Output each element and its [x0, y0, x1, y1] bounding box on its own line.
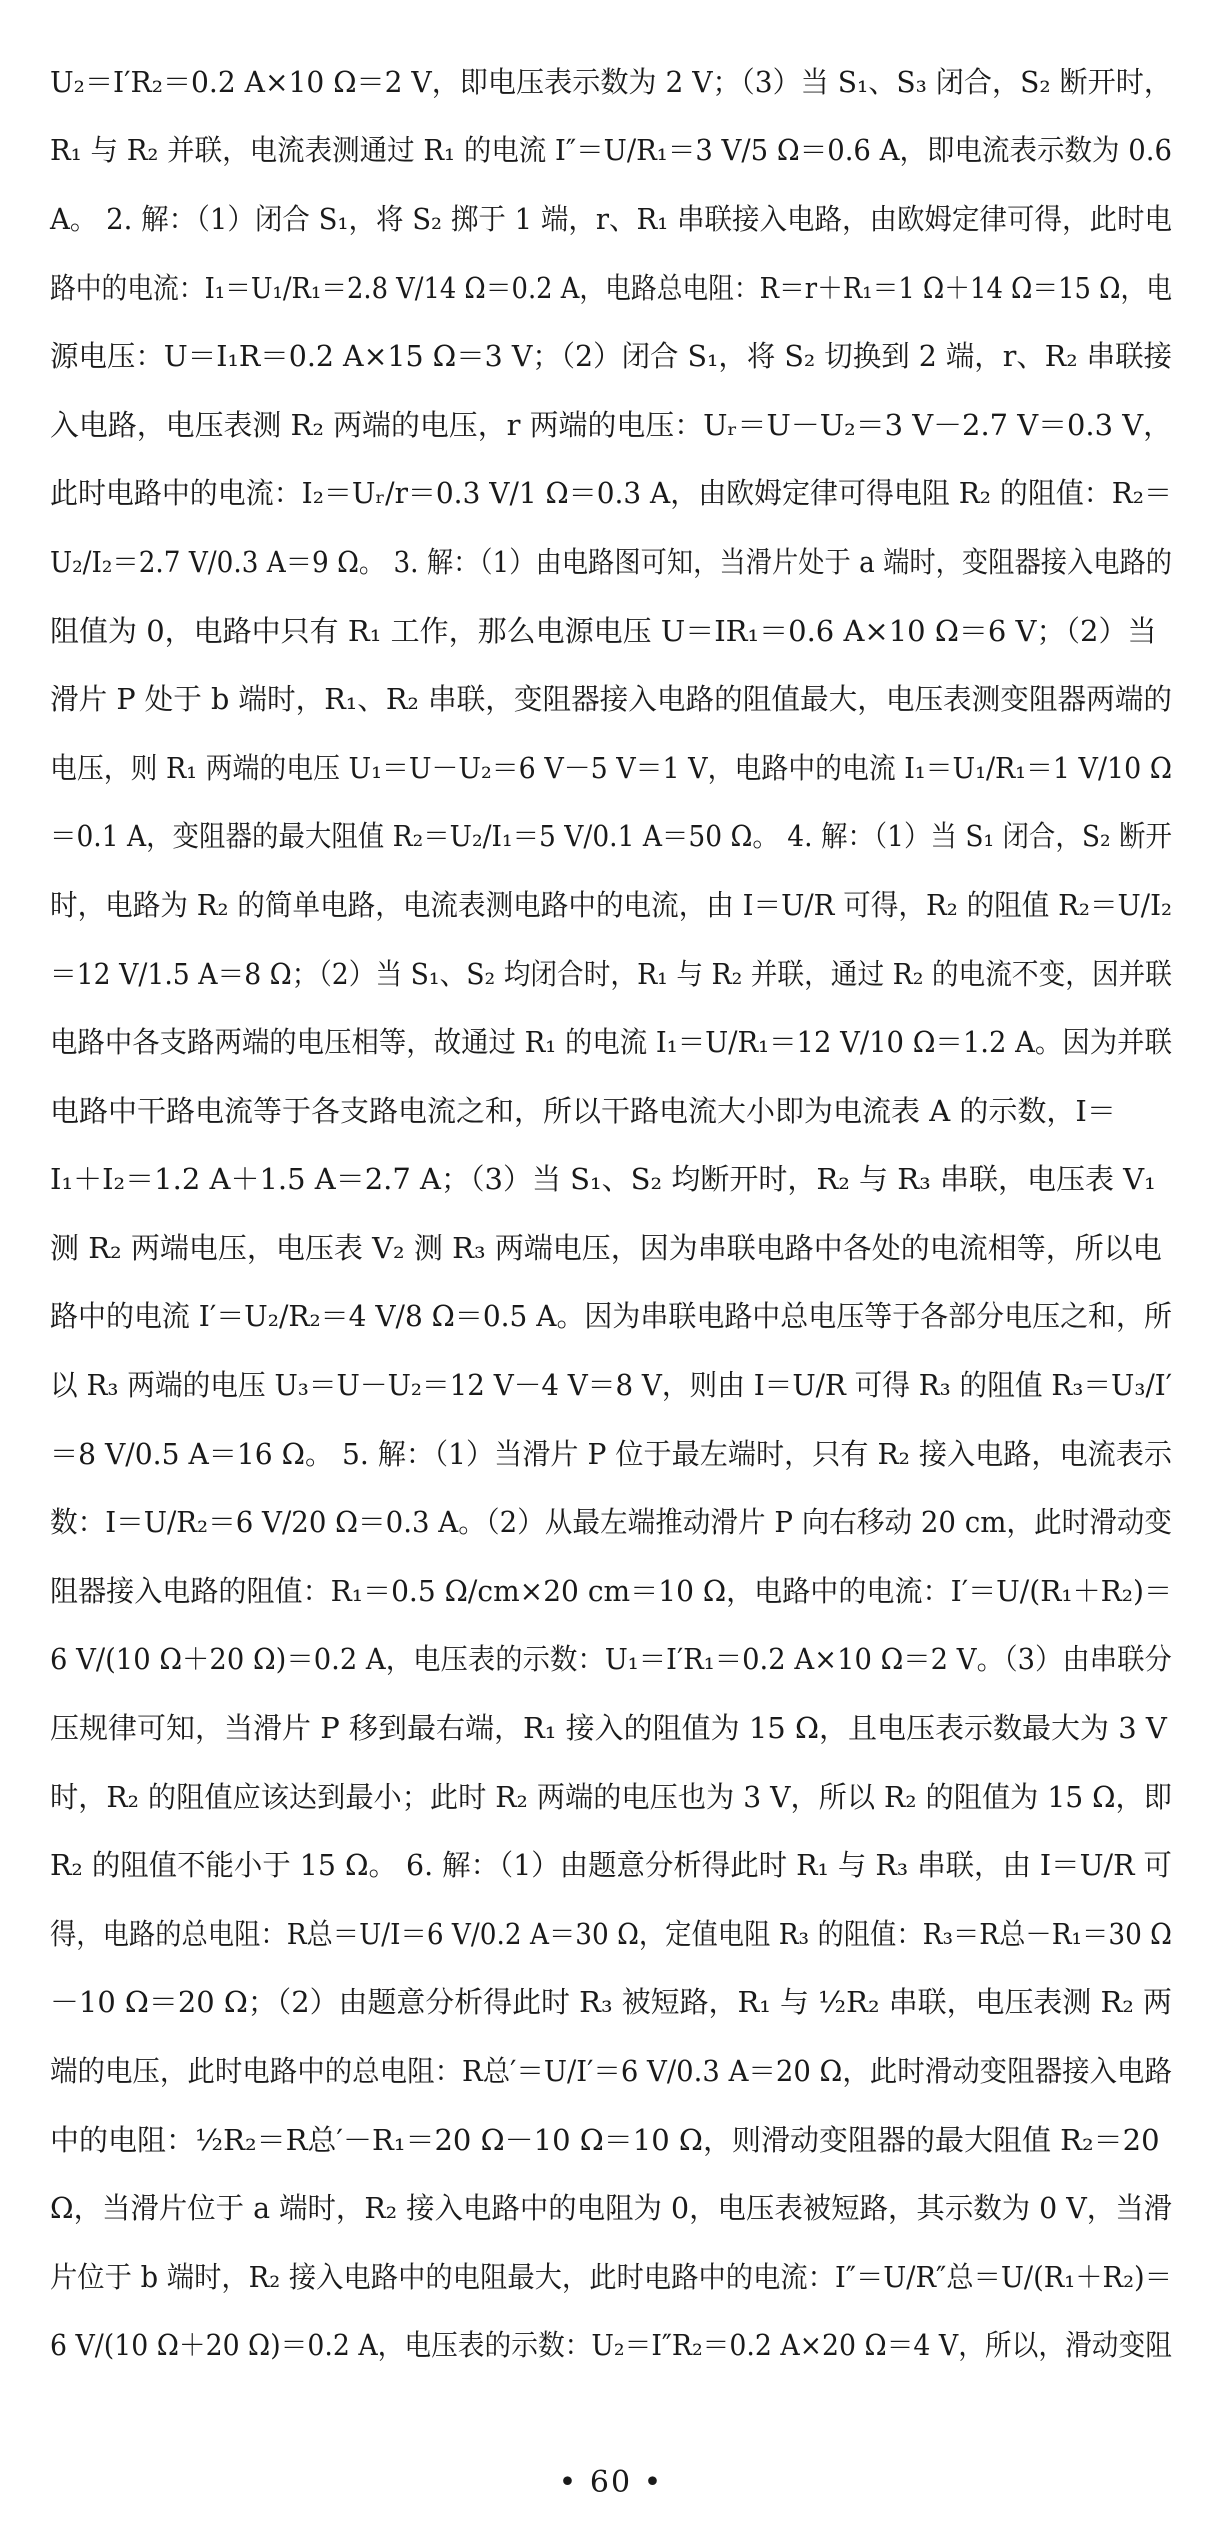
text-line-content: R₁ 与 R₂ 并联，电流表测通过 R₁ 的电流 I″＝U/R₁＝3 V/5 Ω＝0.6 A，即电流表示数为 0.6 [50, 133, 1172, 168]
text-line-content: 以 R₃ 两端的电压 U₃＝U－U₂＝12 V－4 V＝8 V，则由 I＝U/R 可得 R₃ 的阻值 R₃＝U₃/I′ [50, 1368, 1173, 1403]
text-line-content: R₂ 的阻值不能小于 15 Ω。 6. 解：（1）由题意分析得此时 R₁ 与 R₃ 串联，由 I＝U/R 可 [50, 1848, 1172, 1883]
text-line-content: 路中的电流：I₁＝U₁/R₁＝2.8 V/14 Ω＝0.2 A，电路总电阻：R＝r＋R₁＝1 Ω＋14 Ω＝15 Ω，电 [50, 270, 1172, 305]
text-line-content: 中的电阻：½R₂＝R总′－R₁＝20 Ω－10 Ω＝10 Ω，则滑动变阻器的最大阻值 R₂＝20 [50, 2122, 1160, 2157]
text-line [50, 1075, 1172, 1144]
text-line [50, 1761, 1172, 1830]
text-line [50, 732, 1172, 801]
text-line [50, 389, 1172, 458]
text-line-content: 阻值为 0，电路中只有 R₁ 工作，那么电源电压 U＝IR₁＝0.6 A×10 Ω＝6 V；（2）当 [50, 613, 1157, 648]
text-line [50, 938, 1172, 1007]
text-line-content: 电路中各支路两端的电压相等，故通过 R₁ 的电流 I₁＝U/R₁＝12 V/10 Ω＝1.2 A。因为并联 [50, 1025, 1172, 1060]
text-line [50, 1212, 1172, 1281]
text-line [50, 869, 1172, 938]
text-line-content: U₂＝I′R₂＝0.2 A×10 Ω＝2 V，即电压表示数为 2 V；（3）当 S₁、S₃ 闭合，S₂ 断开时， [50, 64, 1172, 99]
text-line [50, 663, 1172, 732]
text-line [50, 1349, 1172, 1418]
text-line [50, 46, 1172, 115]
text-line [50, 801, 1172, 870]
text-line-content: 滑片 P 处于 b 端时，R₁、R₂ 串联，变阻器接入电路的阻值最大，电压表测变阻器两端的 [50, 682, 1172, 717]
text-line [50, 1486, 1172, 1555]
text-line [50, 183, 1172, 252]
text-line-content: 时，电路为 R₂ 的简单电路，电流表测电路中的电流，由 I＝U/R 可得，R₂ 的阻值 R₂＝U/I₂ [50, 887, 1173, 922]
solution-text [50, 46, 1172, 2378]
text-line [50, 458, 1172, 527]
text-line-content: U₂/I₂＝2.7 V/0.3 A＝9 Ω。 3. 解：（1）由电路图可知，当滑片处于 a 端时，变阻器接入电路的 [50, 544, 1173, 579]
text-line [50, 1006, 1172, 1075]
text-line-content: 此时电路中的电流：I₂＝Uᵣ/r＝0.3 V/1 Ω＝0.3 A，由欧姆定律可得电阻 R₂ 的阻值：R₂＝ [50, 476, 1172, 511]
text-line [50, 1624, 1172, 1693]
text-line-content: A。 2. 解：（1）闭合 S₁，将 S₂ 掷于 1 端，r、R₁ 串联接入电路，由欧姆定律可得，此时电 [50, 201, 1173, 236]
text-line [50, 1829, 1172, 1898]
page-number: • 60 • [558, 2465, 664, 2500]
text-line-content: 6 V/(10 Ω＋20 Ω)＝0.2 A，电压表的示数：U₂＝I″R₂＝0.2 A×20 Ω＝4 V，所以，滑动变阻 [50, 2328, 1172, 2363]
text-line-content: Ω，当滑片位于 a 端时，R₂ 接入电路中的电阻为 0，电压表被短路，其示数为 0 V，当滑 [50, 2191, 1173, 2226]
text-line-content: 电路中干路电流等于各支路电流之和，所以干路电流大小即为电流表 A 的示数，I＝ [50, 1093, 1116, 1128]
text-line [50, 2104, 1172, 2173]
text-line-content: 源电压：U＝I₁R＝0.2 A×15 Ω＝3 V；（2）闭合 S₁，将 S₂ 切换到 2 端，r、R₂ 串联接 [50, 339, 1173, 374]
text-line [50, 1967, 1172, 2036]
text-line-content: 得，电路的总电阻：R总＝U/I＝6 V/0.2 A＝30 Ω，定值电阻 R₃ 的阻值：R₃＝R总－R₁＝30 Ω [50, 1916, 1172, 1951]
text-line [50, 526, 1172, 595]
text-line [50, 1281, 1172, 1350]
text-line-content: ＝12 V/1.5 A＝8 Ω；（2）当 S₁、S₂ 均闭合时，R₁ 与 R₂ 并联，通过 R₂ 的电流不变，因并联 [50, 956, 1172, 991]
text-line [50, 1144, 1172, 1213]
text-line [50, 1418, 1172, 1487]
text-line [50, 115, 1172, 184]
text-line [50, 2241, 1172, 2310]
text-line [50, 320, 1172, 389]
text-line-content: I₁＋I₂＝1.2 A＋1.5 A＝2.7 A；（3）当 S₁、S₂ 均断开时，R₂ 与 R₃ 串联，电压表 V₁ [50, 1162, 1156, 1197]
text-line-content: 数：I＝U/R₂＝6 V/20 Ω＝0.3 A。（2）从最左端推动滑片 P 向右移动 20 cm，此时滑动变 [50, 1505, 1172, 1540]
text-line-content: 片位于 b 端时，R₂ 接入电路中的电阻最大，此时电路中的电流：I″＝U/R″总＝U/(R₁＋R₂)＝ [50, 2259, 1173, 2294]
text-line-content: 时，R₂ 的阻值应该达到最小；此时 R₂ 两端的电压也为 3 V，所以 R₂ 的阻值为 15 Ω，即 [50, 1779, 1172, 1814]
text-line-content: 入电路，电压表测 R₂ 两端的电压，r 两端的电压：Uᵣ＝U－U₂＝3 V－2.7 V＝0.3 V， [50, 407, 1173, 442]
text-line [50, 2035, 1172, 2104]
text-line [50, 2310, 1172, 2379]
text-line-content: 压规律可知，当滑片 P 移到最右端，R₁ 接入的阻值为 15 Ω，且电压表示数最大为 3 V [50, 1711, 1167, 1746]
text-line-content: 测 R₂ 两端电压，电压表 V₂ 测 R₃ 两端电压，因为串联电路中各处的电流相等，所以电 [50, 1230, 1162, 1265]
text-line [50, 1555, 1172, 1624]
text-line-content: 电压，则 R₁ 两端的电压 U₁＝U－U₂＝6 V－5 V＝1 V，电路中的电流 I₁＝U₁/R₁＝1 V/10 Ω [50, 750, 1173, 785]
text-line-content: 路中的电流 I′＝U₂/R₂＝4 V/8 Ω＝0.5 A。因为串联电路中总电压等于各部分电压之和，所 [50, 1299, 1173, 1334]
text-line [50, 252, 1172, 321]
text-line-content: ＝0.1 A，变阻器的最大阻值 R₂＝U₂/I₁＝5 V/0.1 A＝50 Ω。 4. 解：（1）当 S₁ 闭合，S₂ 断开 [50, 819, 1172, 854]
text-line-content: 6 V/(10 Ω＋20 Ω)＝0.2 A，电压表的示数：U₁＝I′R₁＝0.2 A×10 Ω＝2 V。（3）由串联分 [50, 1642, 1172, 1677]
text-line-content: 阻器接入电路的阻值：R₁＝0.5 Ω/cm×20 cm＝10 Ω，电路中的电流：I′＝U/(R₁＋R₂)＝ [50, 1573, 1173, 1608]
text-line [50, 2172, 1172, 2241]
text-line [50, 1898, 1172, 1967]
text-line-content: ＝8 V/0.5 A＝16 Ω。 5. 解：（1）当滑片 P 位于最左端时，只有 R₂ 接入电路，电流表示 [50, 1436, 1173, 1471]
text-line [50, 595, 1172, 664]
text-line [50, 1692, 1172, 1761]
text-line-content: －10 Ω＝20 Ω；（2）由题意分析得此时 R₃ 被短路，R₁ 与 ½R₂ 串联，电压表测 R₂ 两 [50, 1985, 1172, 2020]
text-line-content: 端的电压，此时电路中的总电阻：R总′＝U/I′＝6 V/0.3 A＝20 Ω，此时滑动变阻器接入电路 [50, 2054, 1172, 2089]
